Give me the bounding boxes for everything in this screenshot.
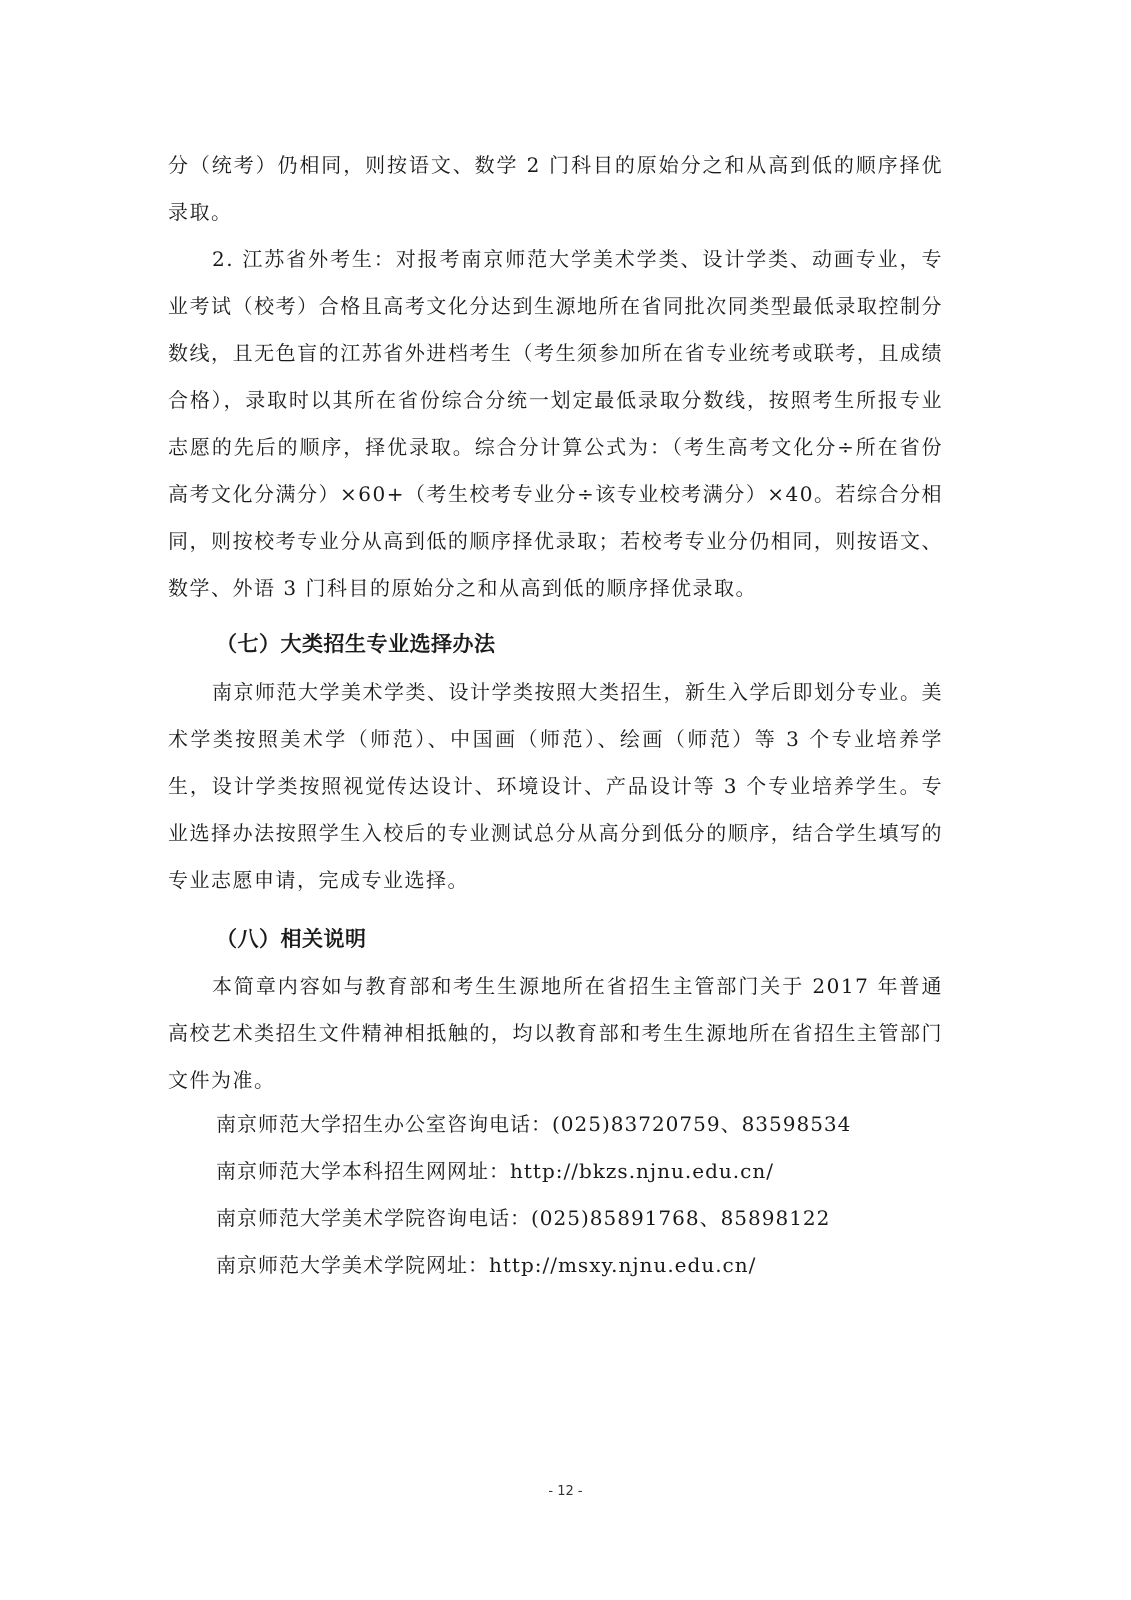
contact-art-school-phone: 南京师范大学美术学院咨询电话：(025)85891768、85898122 [216, 1206, 831, 1230]
paragraph-out-of-province: 2. 江苏省外考生：对报考南京师范大学美术学类、设计学类、动画专业，专业考试（校考）合格且高考文化分达到生源地所在省同批次同类型最低录取控制分数线，且无色盲的江苏省外进档考生（考生须参加所在省专业统考或联考，且成绩合格），录取时以其所在省份综合分统一划定最低录取分数线，按照考生所报专业志愿的先后的顺序，择优录取。综合分计算公式为：（考生高考文化分÷所在省份高考文化分满分）×60+（考生校考专业分÷该专业校考满分）×40。若综合分相同，则按校考专业分从高到低的顺序择优录取；若校考专业分仍相同，则按语文、数学、外语 3 门科目的原始分之和从高到低的顺序择优录取。 [168, 247, 943, 600]
paragraph-notes: 本简章内容如与教育部和考生生源地所在省招生主管部门关于 2017 年普通高校艺术类招生文件精神相抵触的，均以教育部和考生生源地所在省招生主管部门文件为准。 [168, 974, 943, 1092]
paragraph-admission-tiebreak: 分（统考）仍相同，则按语文、数学 2 门科目的原始分之和从高到低的顺序择优录取。 [168, 153, 943, 224]
paragraph-major-selection: 南京师范大学美术学类、设计学类按照大类招生，新生入学后即划分专业。美术学类按照美术学（师范）、中国画（师范）、绘画（师范）等 3 个专业培养学生，设计学类按照视觉传达设计、环境设计、产品设计等 3 个专业培养学生。专业选择办法按照学生入校后的专业测试总分从高分到低分的顺序，结合学生填写的专业志愿申请，完成专业选择。 [168, 680, 943, 892]
page-number: - 12 - [548, 1484, 583, 1499]
contact-art-school-website: 南京师范大学美术学院网址：http://msxy.njnu.edu.cn/ [216, 1253, 757, 1277]
section-heading-8: （八）相关说明 [216, 927, 367, 951]
contact-admissions-phone: 南京师范大学招生办公室咨询电话：(025)83720759、83598534 [216, 1112, 852, 1136]
section-heading-7: （七）大类招生专业选择办法 [216, 632, 496, 656]
contact-admissions-website: 南京师范大学本科招生网网址：http://bkzs.njnu.edu.cn/ [216, 1159, 774, 1183]
